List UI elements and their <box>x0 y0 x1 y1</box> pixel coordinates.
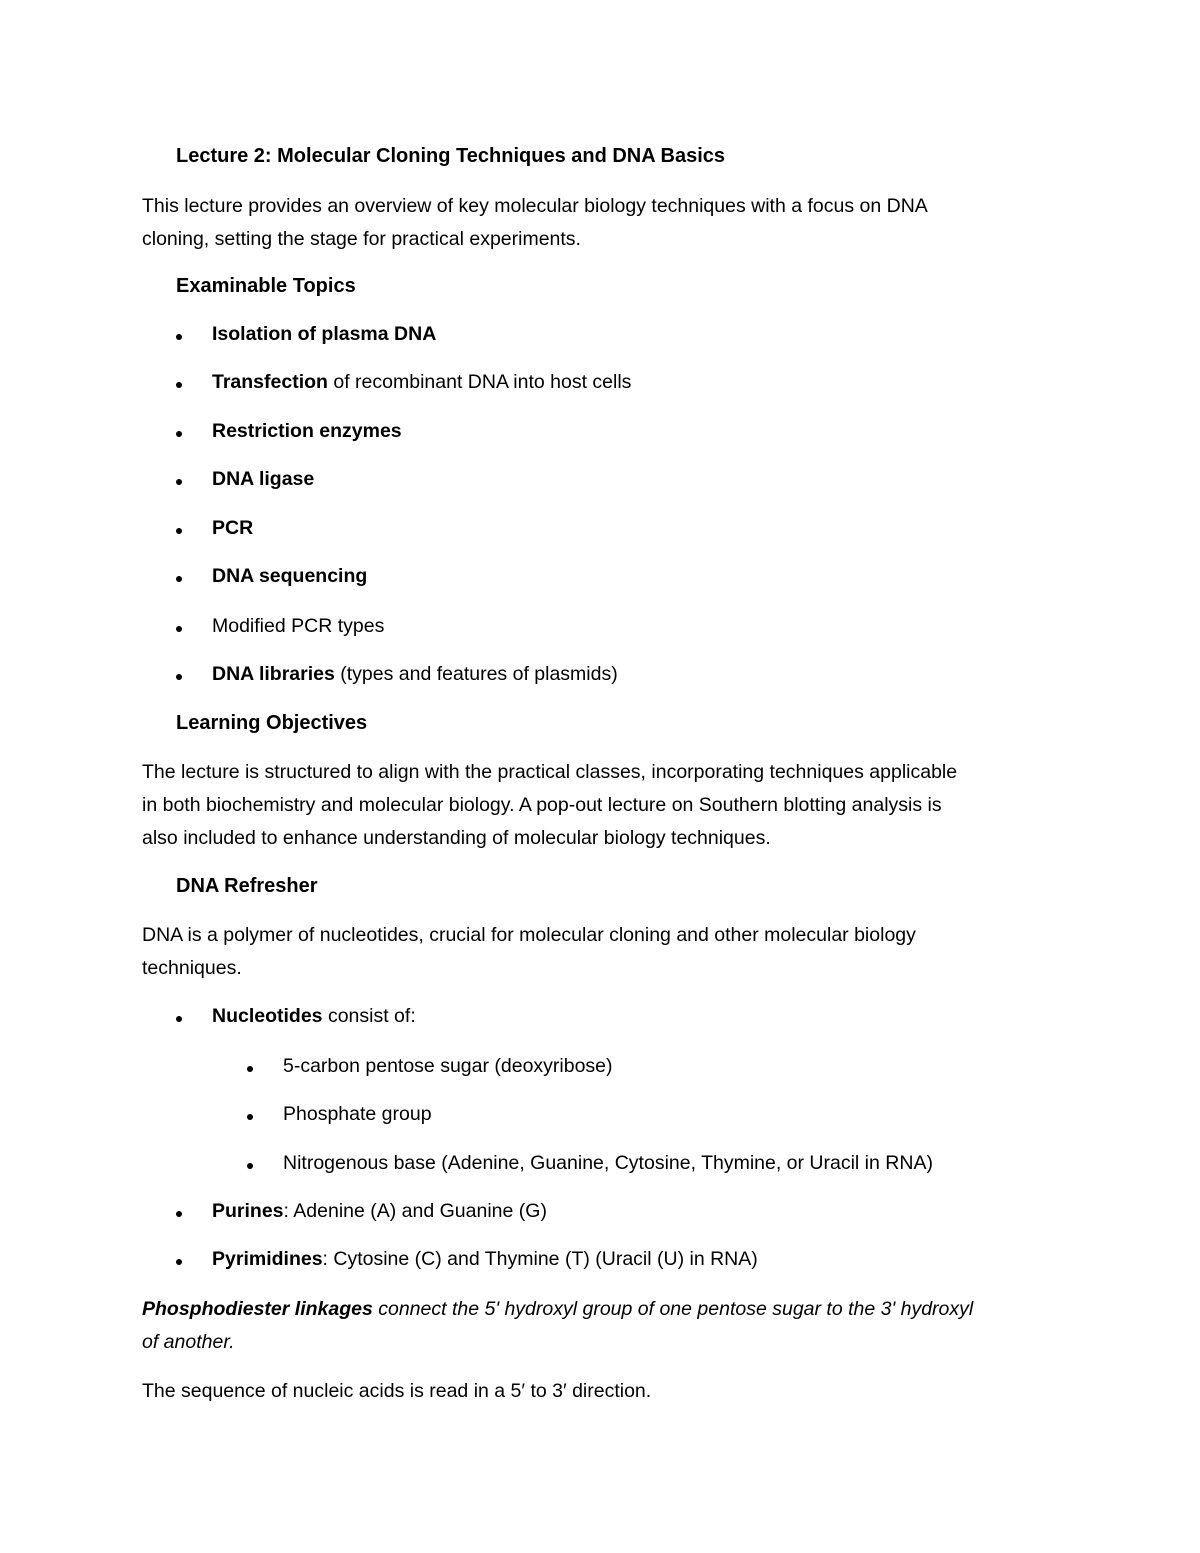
bullet-icon <box>176 1016 182 1022</box>
objectives-line-1: The lecture is structured to align with the practical classes, incorporating techniques applicable <box>142 761 958 783</box>
phosphodiester-line-1 <box>142 1300 973 1320</box>
sub-list-item: Nitrogenous base (Adenine, Guanine, Cytosine, Thymine, or Uracil in RNA) <box>283 1152 933 1174</box>
bullet-icon <box>176 674 182 680</box>
objectives-line-3: also included to enhance understanding of molecular biology techniques. <box>142 827 771 849</box>
bullet-icon <box>176 382 182 388</box>
bullet-icon <box>176 1259 182 1265</box>
bullet-icon <box>176 626 182 632</box>
phosphodiester-term: Phosphodiester linkages <box>142 1298 373 1320</box>
refresher-line-2: techniques. <box>142 957 242 979</box>
bullet-icon <box>176 528 182 534</box>
bullet-icon <box>176 431 182 437</box>
bullet-icon <box>176 1211 182 1217</box>
item-term: PCR <box>212 517 254 539</box>
item-term: DNA sequencing <box>212 565 368 587</box>
item-text: : Adenine (A) and Guanine (G) <box>283 1200 547 1222</box>
item-term: DNA ligase <box>212 468 315 490</box>
list-item <box>212 665 618 685</box>
bullet-icon <box>176 576 182 582</box>
list-item <box>212 519 253 539</box>
item-term: DNA libraries <box>212 663 335 685</box>
phosphodiester-line-2: of another. <box>142 1331 235 1353</box>
item-text: : Cytosine (C) and Thymine (T) (Uracil (U) in RNA) <box>322 1248 758 1270</box>
bullet-icon <box>247 1114 253 1120</box>
item-text: consist of: <box>322 1005 416 1027</box>
item-term: Purines <box>212 1200 284 1222</box>
list-item <box>212 1202 547 1222</box>
list-item <box>212 1250 758 1270</box>
learning-objectives-heading: Learning Objectives <box>176 712 368 734</box>
sequence-direction-note: The sequence of nucleic acids is read in a 5′ to 3′ direction. <box>142 1380 652 1402</box>
bullet-icon <box>176 479 182 485</box>
item-term: Pyrimidines <box>212 1248 323 1270</box>
item-term: Transfection <box>212 371 328 393</box>
phosphodiester-text: connect the 5' hydroxyl group of one pentose sugar to the 3' hydroxyl <box>372 1298 974 1320</box>
objectives-line-2: in both biochemistry and molecular biology. A pop-out lecture on Southern blotting analysis is <box>142 794 942 816</box>
list-item <box>212 325 436 345</box>
bullet-icon <box>247 1066 253 1072</box>
item-text: of recombinant DNA into host cells <box>327 371 632 393</box>
page-title: Lecture 2: Molecular Cloning Techniques and DNA Basics <box>176 145 725 167</box>
examinable-topics-heading: Examinable Topics <box>176 275 356 297</box>
refresher-line-1: DNA is a polymer of nucleotides, crucial for molecular cloning and other molecular biology <box>142 924 916 946</box>
sub-list-item: Phosphate group <box>283 1103 432 1125</box>
intro-line-2: cloning, setting the stage for practical experiments. <box>142 228 581 250</box>
list-item <box>212 617 384 637</box>
item-term: Isolation of plasma DNA <box>212 323 437 345</box>
bullet-icon <box>247 1163 253 1169</box>
list-item <box>212 373 631 393</box>
intro-line-1: This lecture provides an overview of key molecular biology techniques with a focus on DNA <box>142 195 928 217</box>
dna-refresher-heading: DNA Refresher <box>176 875 318 897</box>
item-term: Restriction enzymes <box>212 420 402 442</box>
bullet-icon <box>176 334 182 340</box>
list-item <box>212 470 314 490</box>
item-term: Nucleotides <box>212 1005 323 1027</box>
list-item <box>212 1007 416 1027</box>
item-text: Modified PCR types <box>212 615 385 637</box>
list-item <box>212 422 402 442</box>
item-text: (types and features of plasmids) <box>334 663 618 685</box>
list-item <box>212 567 367 587</box>
sub-list-item: 5-carbon pentose sugar (deoxyribose) <box>283 1055 613 1077</box>
